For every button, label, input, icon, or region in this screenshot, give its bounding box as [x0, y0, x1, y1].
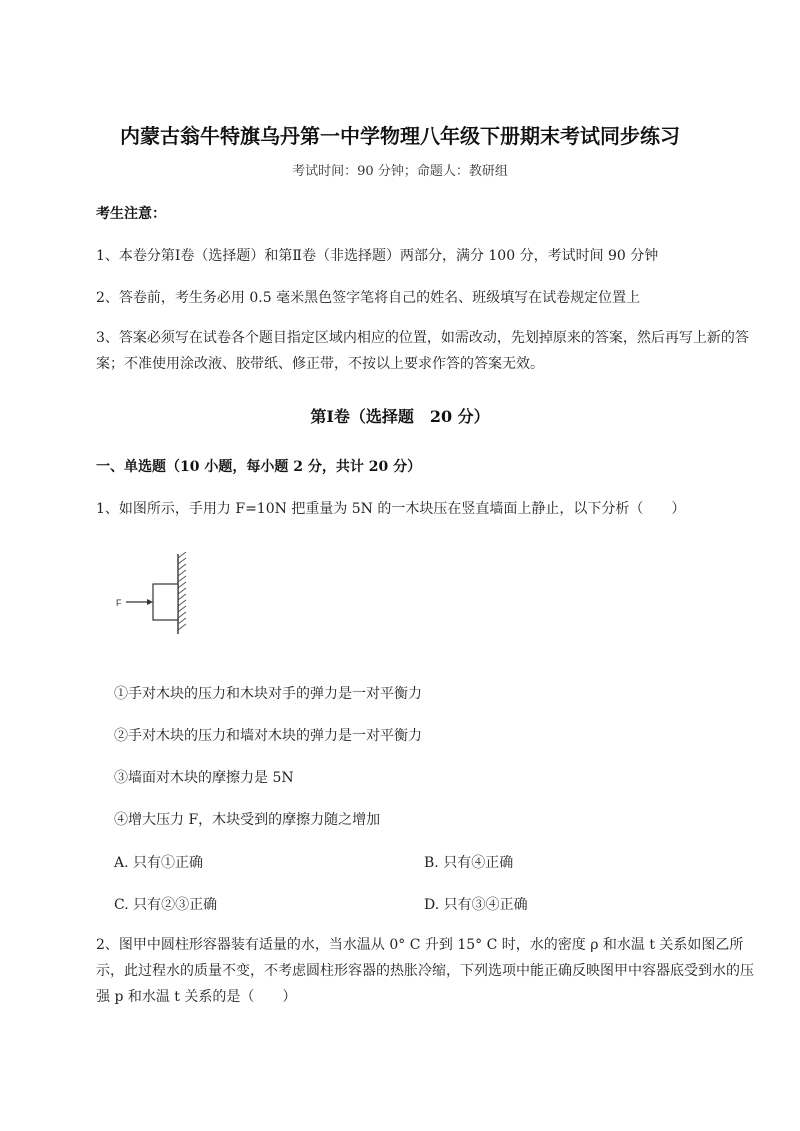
statement-2: ②手对木块的压力和墙对木块的弹力是一对平衡力 [114, 728, 422, 744]
statement-4: ④增大压力 F，木块受到的摩擦力随之增加 [114, 812, 381, 828]
exam-info: 考试时间：90 分钟；命题人：教研组 [292, 164, 508, 179]
question-1-stem: 1、如图所示，手用力 F=10N 把重量为 5N 的一木块压在竖直墙面上静止，以下分析（ ） [96, 501, 686, 517]
option-a[interactable]: A. 只有①正确 [114, 855, 204, 871]
question-2-stem: 2、图甲中圆柱形容器装有适量的水，当水温从 0° C 升到 15° C 时，水的密度 ρ 和水温 t 关系如图乙所示，此过程水的质量不变，不考虑圆柱形容器的热胀冷缩，下列选项中能正确反映图甲中容器底受到水的压强 p 和水温 t 关系的是（ ） [96, 937, 754, 1005]
force-wall-diagram-svg [112, 552, 202, 636]
notice-heading: 考生注意： [96, 206, 166, 222]
notice-item-1: 1、本卷分第Ⅰ卷（选择题）和第Ⅱ卷（非选择题）两部分，满分 100 分，考试时间 90 分钟 [96, 248, 659, 264]
page-title: 内蒙古翁牛特旗乌丹第一中学物理八年级下册期末考试同步练习 [120, 124, 680, 148]
option-c[interactable]: C. 只有②③正确 [114, 897, 218, 913]
part-heading: 一、单选题（10 小题，每小题 2 分，共计 20 分） [96, 459, 422, 475]
section-title: 第Ⅰ卷（选择题 20 分） [310, 407, 490, 426]
statement-3: ③墙面对木块的摩擦力是 5N [114, 770, 294, 786]
option-b[interactable]: B. 只有④正确 [424, 855, 514, 871]
force-wall-diagram [112, 552, 202, 636]
force-label: F [116, 598, 122, 608]
notice-item-3: 3、答案必须写在试卷各个题目指定区域内相应的位置，如需改动，先划掉原来的答案，然后再写上新的答案；不准使用涂改液、胶带纸、修正带，不按以上要求作答的答案无效。 [96, 330, 749, 372]
option-d[interactable]: D. 只有③④正确 [424, 897, 528, 913]
notice-item-2: 2、答卷前，考生务必用 0.5 毫米黑色签字笔将自己的姓名、班级填写在试卷规定位置上 [96, 290, 641, 306]
statement-1: ①手对木块的压力和木块对手的弹力是一对平衡力 [114, 686, 422, 702]
